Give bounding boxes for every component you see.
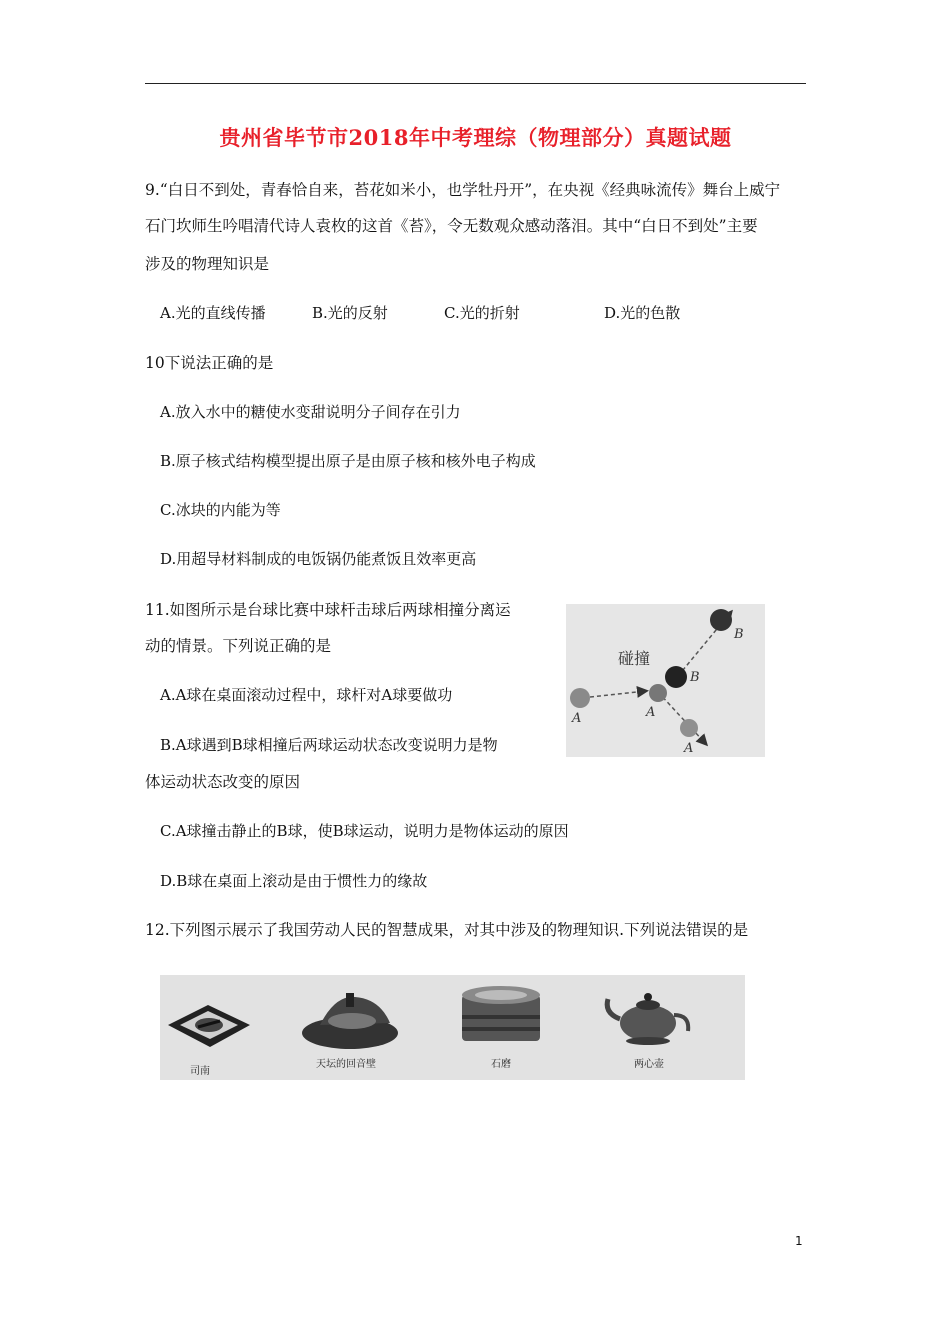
q10-option-b: B.原子核式结构模型提出原子是由原子核和核外电子构成 bbox=[160, 452, 536, 470]
stone-mill-icon bbox=[462, 986, 540, 1041]
label-a-start: A bbox=[572, 711, 582, 726]
label-b-end: B bbox=[734, 627, 744, 642]
caption-teapot: 两心壶 bbox=[634, 1059, 664, 1070]
q11-option-a: A.A球在桌面滚动过程中，球杆对A球要做功 bbox=[160, 686, 453, 704]
label-b-impact: B bbox=[690, 670, 700, 685]
q10-stem: 10下说法正确的是 bbox=[145, 354, 274, 372]
ball-a-end bbox=[680, 719, 698, 737]
ball-b-end bbox=[710, 609, 732, 631]
artifacts-illustration bbox=[160, 975, 745, 1080]
page-title: 贵州省毕节市2018年中考理综（物理部分）真题试题 bbox=[219, 125, 732, 150]
caption-echo-wall: 天坛的回音壁 bbox=[316, 1059, 376, 1070]
caption-sinan: 司南 bbox=[190, 1066, 210, 1077]
label-a-impact: A bbox=[646, 705, 656, 720]
billiards-diagram bbox=[566, 604, 765, 757]
q11-option-b-line-2: 体运动状态改变的原因 bbox=[145, 773, 301, 791]
ball-a-path-in bbox=[590, 691, 646, 697]
q9-option-b: B.光的反射 bbox=[312, 304, 388, 322]
q11-stem-line-2: 动的情景。下列说正确的是 bbox=[145, 637, 332, 655]
q9-stem-line-2: 石门坎师生吟唱清代诗人袁枚的这首《苔》，令无数观众感动落泪。其中“白日不到处”主要 bbox=[145, 217, 758, 235]
billiards-figure bbox=[566, 604, 765, 757]
q11-option-c: C.A球撞击静止的B球，使B球运动，说明力是物体运动的原因 bbox=[160, 822, 569, 840]
echo-wall-icon bbox=[302, 993, 398, 1049]
dual-heart-teapot-icon bbox=[607, 993, 688, 1045]
q10-option-c: C.冰块的内能为等 bbox=[160, 501, 281, 519]
ball-a-impact bbox=[649, 684, 667, 702]
q9-stem-line-1: 9.“白日不到处，青春恰自来，苔花如米小，也学牡丹开”，在央视《经典咏流传》舞台上威宁 bbox=[145, 181, 781, 199]
ball-a-start bbox=[570, 688, 590, 708]
q12-stem: 12.下列图示展示了我国劳动人民的智慧成果，对其中涉及的物理知识.下列说法错误的是 bbox=[145, 921, 749, 939]
collision-label: 碰撞 bbox=[618, 649, 651, 668]
header-rule bbox=[145, 83, 806, 84]
q9-option-a: A.光的直线传播 bbox=[160, 304, 266, 322]
q9-option-c: C.光的折射 bbox=[444, 304, 520, 322]
q10-option-a: A.放入水中的糖使水变甜说明分子间存在引力 bbox=[160, 403, 461, 421]
ball-a-path-out bbox=[658, 692, 706, 744]
page-number: 1 bbox=[795, 1234, 803, 1248]
q9-stem-line-3: 涉及的物理知识是 bbox=[145, 255, 270, 273]
q9-option-d: D.光的色散 bbox=[604, 304, 681, 322]
caption-stone-mill: 石磨 bbox=[491, 1059, 511, 1070]
ball-b-impact bbox=[665, 666, 687, 688]
q10-option-d: D.用超导材料制成的电饭锅仍能煮饭且效率更高 bbox=[160, 550, 477, 568]
q11-option-b-line-1: B.A球遇到B球相撞后两球运动状态改变说明力是物 bbox=[160, 736, 498, 754]
q11-option-d: D.B球在桌面上滚动是由于惯性力的缘故 bbox=[160, 872, 428, 890]
artifacts-figure bbox=[160, 975, 745, 1080]
q11-stem-line-1: 11.如图所示是台球比赛中球杆击球后两球相撞分离运 bbox=[145, 601, 511, 619]
sinan-compass-icon bbox=[168, 1005, 250, 1047]
label-a-end: A bbox=[684, 741, 694, 756]
